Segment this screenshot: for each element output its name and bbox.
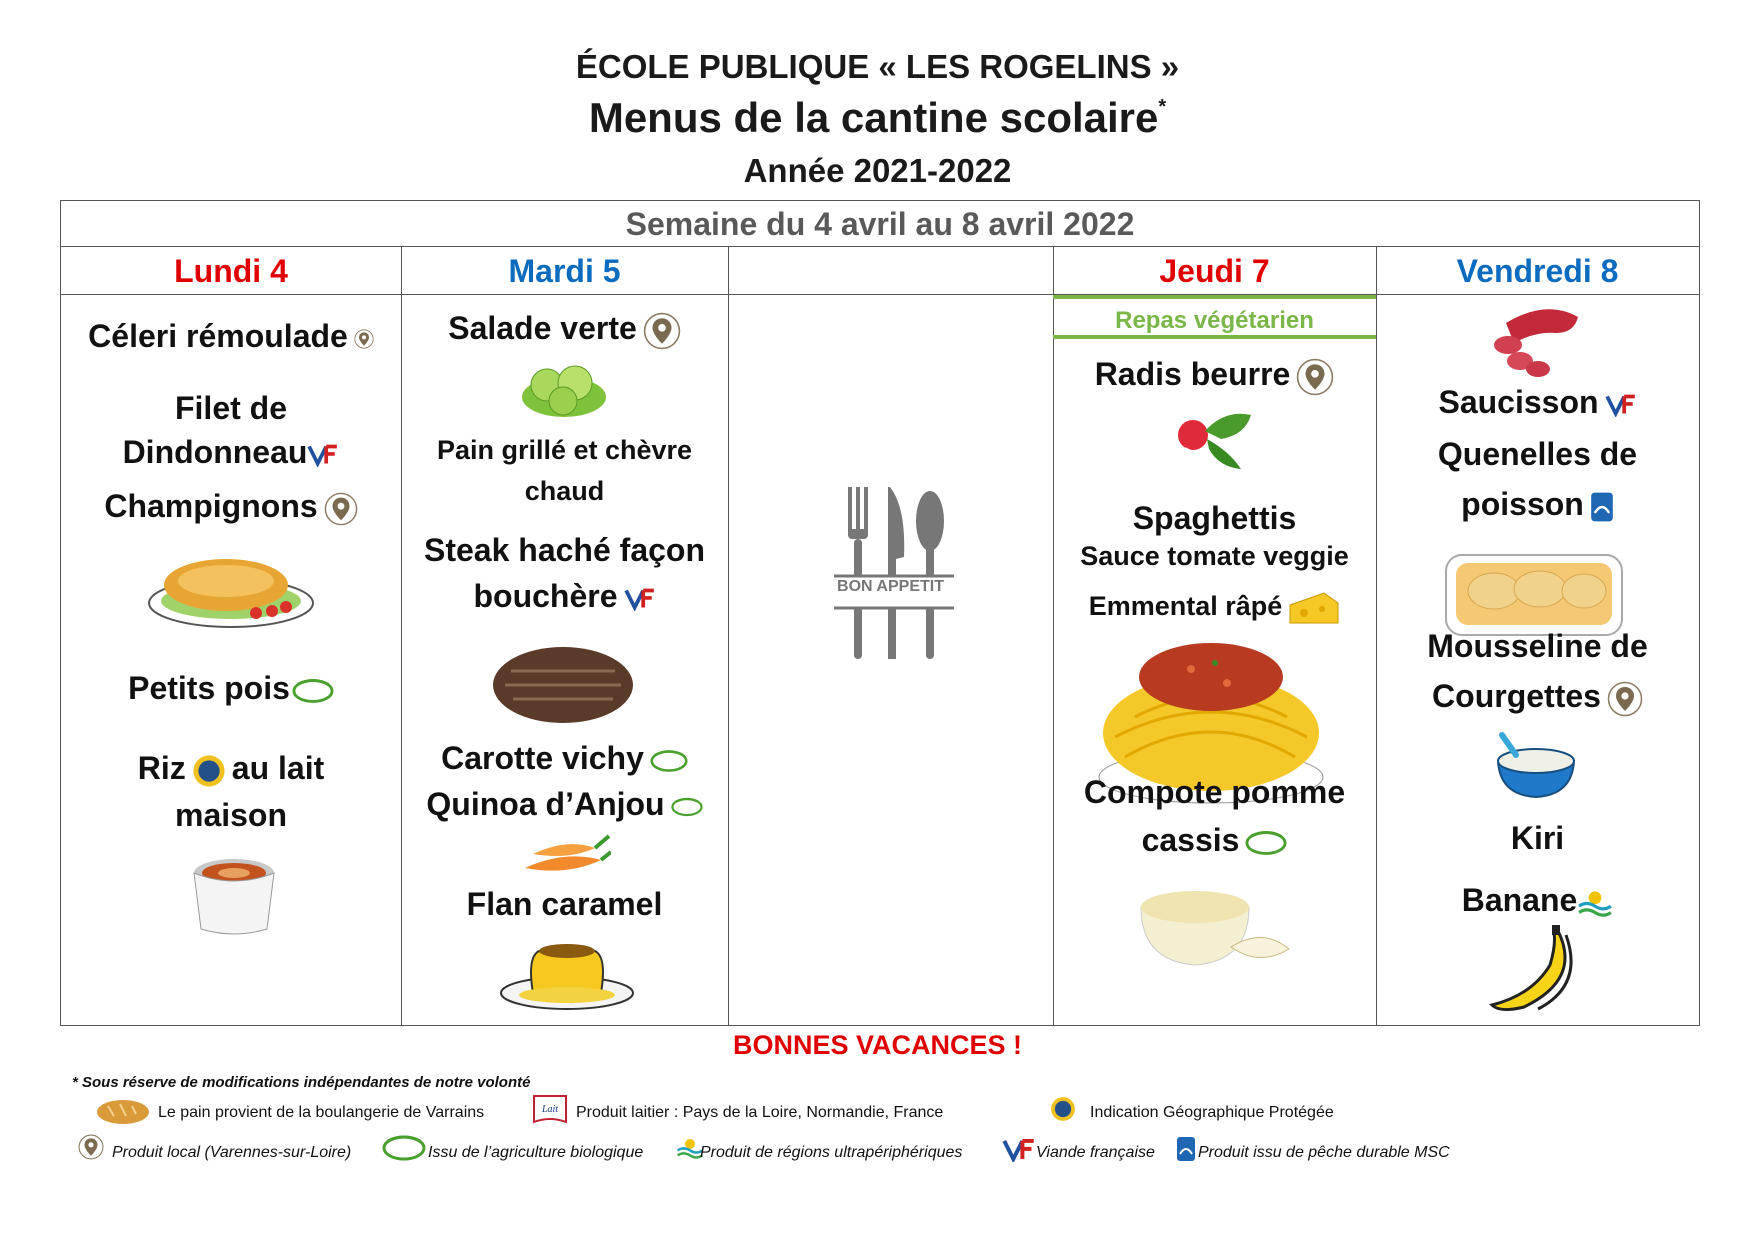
chicken-fillet-icon [146,535,316,631]
day-column-wednesday [728,247,1053,1025]
organic-icon [650,749,688,773]
menu-item: Carotte vichy [401,735,728,781]
organic-icon [292,678,334,704]
menu-item: Quenelles de [1437,436,1638,472]
banana-icon [1484,925,1584,1017]
legend-ultra: Produit de régions ultrapériphériques [700,1144,963,1161]
legend-viande: Viande française [1036,1144,1155,1161]
msc-icon [1176,1136,1196,1162]
milk-origin-icon [530,1092,570,1126]
menu-item: Compote pomme [1083,774,1346,810]
menu-item: maison [174,797,288,833]
menu-item: Flan caramel [466,886,663,922]
local-product-icon [78,1132,104,1162]
day-header-monday: Lundi 4 [61,247,401,295]
menu-item: Riz au lait [137,750,325,786]
day-column-thursday [1053,247,1376,1025]
menu-item: Emmental râpé [1053,587,1376,626]
legend-note: * Sous réserve de modifications indépendantes de notre volonté [72,1074,531,1091]
legend-msc: Produit issu de pêche durable MSC [1198,1144,1450,1161]
week-label: Semaine du 4 avril au 8 avril 2022 [61,201,1699,247]
bread-icon [96,1098,150,1126]
bon-appetit-text: BON APPETIT [837,578,944,595]
menu-item: Filet de [174,390,287,426]
menu-item: bouchère [401,573,728,619]
puree-bowl-icon [1494,731,1578,799]
legend-bread: Le pain provient de la boulangerie de Varrains [158,1104,485,1121]
menu-item: cassis [1053,817,1376,863]
french-meat-icon [307,443,339,467]
menu-item: Steak haché façon [424,532,705,568]
day-header-friday: Vendredi 8 [1376,247,1699,295]
menu-item: Quinoa d’Anjou [401,781,728,827]
applesauce-icon [1135,877,1295,973]
menu-item: Salade verte [401,305,728,351]
day-header-thursday: Jeudi 7 [1053,247,1376,295]
day-column-tuesday [401,247,728,1025]
organic-icon [382,1134,426,1162]
local-product-icon [324,492,358,526]
day-header-wednesday [728,247,1053,295]
title-asterisk: * [1158,96,1167,118]
lettuce-icon [519,357,609,419]
day-column-friday [1376,247,1699,1025]
menu-item: Champignons [61,483,401,529]
burger-patty-icon [491,641,635,725]
menu-item: Petits pois [61,665,401,711]
overseas-product-icon [1577,889,1613,917]
legend-local: Produit local (Varennes-sur-Loire) [112,1144,352,1161]
day-column-monday [61,247,401,1025]
legend-milk: Produit laitier : Pays de la Loire, Normandie, France [576,1104,944,1121]
menu-table [60,200,1700,1026]
menu-item: poisson [1376,481,1699,527]
sausage-icon [1486,303,1586,381]
menu-item: Kiri [1510,820,1565,856]
radish-icon [1171,405,1261,475]
igp-icon [1050,1096,1076,1122]
french-meat-icon [1605,393,1637,417]
cheese-icon [1288,591,1340,625]
day-header-tuesday: Mardi 5 [401,247,728,295]
school-name: ÉCOLE PUBLIQUE « LES ROGELINS » [575,48,1180,85]
menu-item: Mousseline de [1427,628,1648,664]
school-year: Année 2021-2022 [743,152,1012,189]
flan-icon [497,931,637,1013]
organic-icon [1245,829,1287,857]
footer-message: BONNES VACANCES ! [732,1030,1023,1060]
menu-item: Banane [1376,877,1699,923]
legend-igp: Indication Géographique Protégée [1090,1104,1334,1121]
local-product-icon [354,329,374,349]
title-text: Menus de la cantine scolaire [588,94,1159,141]
menu-item: Pain grillé et chèvre [436,435,693,465]
menu-item: Sauce tomate veggie [1080,541,1349,571]
organic-icon [671,796,703,818]
igp-icon [192,754,226,788]
legend-bio: Issu de l’agriculture biologique [428,1144,644,1161]
menu-item: Saucisson [1376,379,1699,425]
local-product-icon [643,312,681,350]
local-product-icon [1296,358,1334,396]
menu-item: Spaghettis [1132,500,1297,536]
french-meat-icon [624,587,656,611]
french-meat-icon [1002,1138,1036,1162]
msc-icon [1590,490,1614,524]
menu-item: Dindonneau [61,429,401,475]
menu-item: Radis beurre [1053,351,1376,397]
menu-item: Céleri rémoulade [61,313,401,359]
menu-item: chaud [524,476,605,506]
milk-origin-icon-text: Lait [541,1104,559,1115]
local-product-icon [1607,681,1643,717]
rice-pudding-ramekin-icon [189,855,279,937]
menu-item: Courgettes [1376,673,1699,719]
page-title [0,94,1755,142]
vegetarian-banner: Repas végétarien [1053,295,1376,339]
carrots-icon [515,830,611,882]
